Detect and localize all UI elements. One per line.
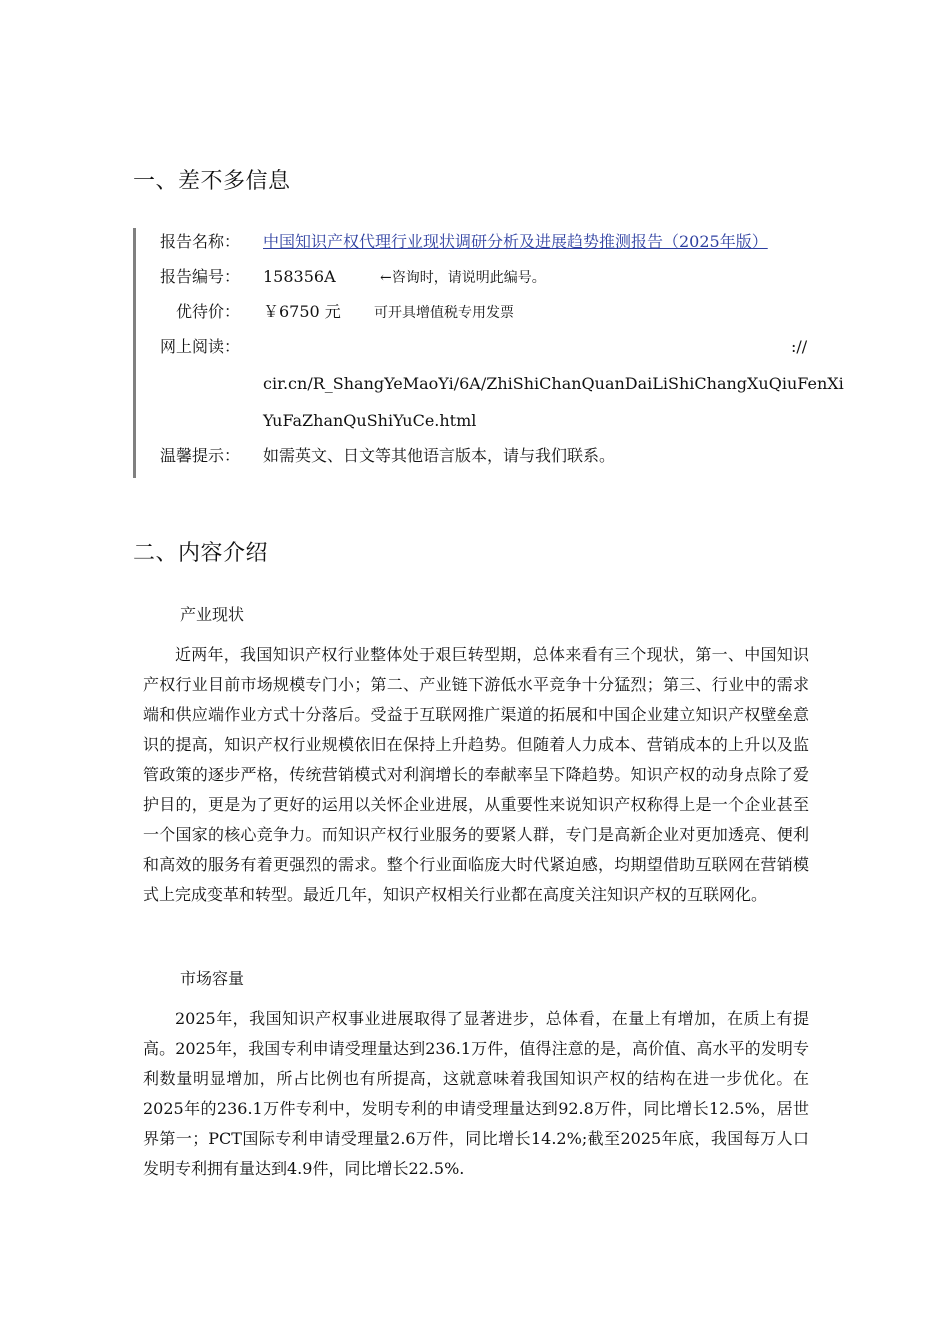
online-url-part-3[interactable]: YuFaZhanQuShiYuCe.html: [263, 411, 477, 430]
report-code-row: [160, 267, 546, 287]
price-label: 优待价：: [175, 302, 240, 321]
invoice-note: 可开具增值税专用发票: [374, 305, 514, 321]
online-url-part-1[interactable]: ://: [791, 337, 808, 356]
report-name-label: 报告名称：: [160, 232, 241, 251]
tip-label: 温馨提示：: [160, 446, 241, 465]
market-capacity-paragraph: 2025年，我国知识产权事业进展取得了显著进步，总体看，在量上有增加，在质上有提高。2025年，我国专利申请受理量达到236.1万件，值得注意的是，高价值、高水平的发明专利数量明显增加，所占比例也有所提高，这就意味着我国知识产权的结构在进一步优化。在2025年的236.1万件专利中，发明专利的申请受理量达到92.8万件，同比增长12.5%，居世界第一；PCT国际专利申请受理量2.6万件，同比增长14.2%;截至2025年底，我国每万人口发明专利拥有量达到4.9件，同比增长22.5%.: [143, 1009, 809, 1178]
price-row: [160, 302, 514, 322]
section-1-title: 一、差不多信息: [133, 169, 291, 194]
online-read-row: [160, 337, 240, 357]
subheading-industry-status: 产业现状: [180, 605, 245, 624]
section-2-title: 二、内容介绍: [133, 541, 269, 566]
online-url-part-2[interactable]: cir.cn/R_ShangYeMaoYi/6A/ZhiShiChanQuanDaiLiShiChangXuQiuFenXi: [263, 374, 844, 393]
report-code-label: 报告编号：: [160, 267, 241, 286]
report-code-value: 158356A: [263, 267, 336, 286]
tip-value: 如需英文、日文等其他语言版本，请与我们联系。: [263, 446, 616, 465]
price-value: ￥6750 元: [263, 302, 341, 321]
tip-row: [160, 446, 616, 466]
online-read-label: 网上阅读：: [160, 337, 241, 356]
report-info-box: [133, 228, 844, 478]
industry-status-paragraph: 近两年，我国知识产权行业整体处于艰巨转型期，总体来看有三个现状，第一、中国知识产权行业目前市场规模专门小；第二、产业链下游低水平竞争十分猛烈；第三、行业中的需求端和供应端作业方式十分落后。受益于互联网推广渠道的拓展和中国企业建立知识产权壁垒意识的提高，知识产权行业规模依旧在保持上升趋势。但随着人力成本、营销成本的上升以及监管政策的逐步严格，传统营销模式对利润增长的奉献率呈下降趋势。知识产权的动身点除了爱护目的，更是为了更好的运用以关怀企业进展，从重要性来说知识产权称得上是一个企业甚至一个国家的核心竞争力。而知识产权行业服务的要紧人群，专门是高新企业对更加透亮、便利和高效的服务有着更强烈的需求。整个行业面临庞大时代紧迫感，均期望借助互联网在营销模式上完成变革和转型。最近几年，知识产权相关行业都在高度关注知识产权的互联网化。: [143, 645, 809, 904]
report-name-row: [160, 232, 768, 252]
report-code-note: ←咨询时，请说明此编号。: [380, 270, 546, 286]
subheading-market-capacity: 市场容量: [180, 969, 245, 988]
report-name-link[interactable]: 中国知识产权代理行业现状调研分析及进展趋势推测报告（2025年版）: [263, 232, 768, 251]
